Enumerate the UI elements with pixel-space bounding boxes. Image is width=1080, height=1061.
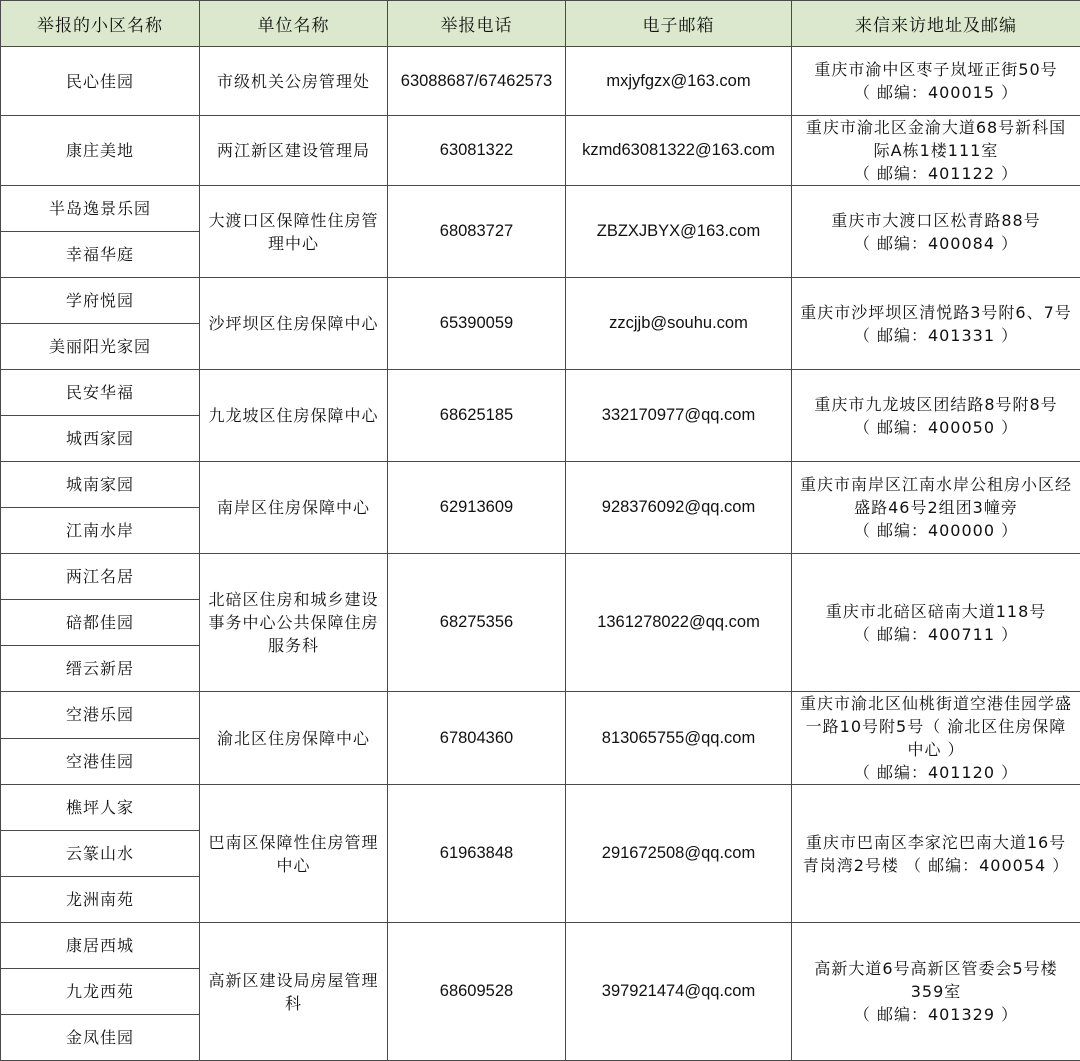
address-line: 重庆市渝北区仙桃街道空港佳园学盛一路10号附5号（ 渝北区住房保障中心 ）: [798, 692, 1074, 761]
report-phone-cell: 67804360: [388, 692, 566, 785]
community-name-cell: 康居西城: [1, 923, 200, 969]
address-line: （ 邮编：401331 ）: [798, 324, 1074, 347]
unit-name-cell: 北碚区住房和城乡建设事务中心公共保障住房服务科: [200, 554, 388, 692]
community-name-cell: 学府悦园: [1, 278, 200, 324]
header-phone: 举报电话: [388, 1, 566, 47]
table-row: [1, 370, 1080, 416]
report-phone-cell: 68625185: [388, 370, 566, 462]
address-cell: [792, 278, 1080, 370]
unit-name-cell: 大渡口区保障性住房管理中心: [200, 186, 388, 278]
community-name-cell: 两江名居: [1, 554, 200, 600]
unit-name-cell: 市级机关公房管理处: [200, 47, 388, 116]
community-name-cell: 九龙西苑: [1, 969, 200, 1015]
unit-name-cell: 南岸区住房保障中心: [200, 462, 388, 554]
table-row: [1, 116, 1080, 186]
address-line: 重庆市南岸区江南水岸公租房小区经盛路46号2组团3幢旁: [798, 473, 1074, 519]
email-cell: 332170977@qq.com: [566, 370, 792, 462]
email-cell: zzcjjb@souhu.com: [566, 278, 792, 370]
report-phone-cell: 63088687/67462573: [388, 47, 566, 116]
email-cell: 291672508@qq.com: [566, 785, 792, 923]
report-phone-cell: 62913609: [388, 462, 566, 554]
unit-name-cell: 巴南区保障性住房管理中心: [200, 785, 388, 923]
unit-name-cell: 高新区建设局房屋管理科: [200, 923, 388, 1061]
address-line: （ 邮编：400050 ）: [798, 416, 1074, 439]
email-cell: kzmd63081322@163.com: [566, 116, 792, 186]
community-name-cell: 缙云新居: [1, 646, 200, 692]
community-name-cell: 幸福华庭: [1, 232, 200, 278]
header-address: 来信来访地址及邮编: [792, 1, 1080, 47]
email-cell: 928376092@qq.com: [566, 462, 792, 554]
community-name-cell: 民安华福: [1, 370, 200, 416]
address-cell: [792, 462, 1080, 554]
header-unit: 单位名称: [200, 1, 388, 47]
table-row: [1, 462, 1080, 508]
address-line: 重庆市北碚区碚南大道118号: [798, 600, 1074, 623]
community-name-cell: 碚都佳园: [1, 600, 200, 646]
report-phone-cell: 68083727: [388, 186, 566, 278]
community-name-cell: 康庄美地: [1, 116, 200, 186]
address-line: （ 邮编：400084 ）: [798, 232, 1074, 255]
community-name-cell: 云篆山水: [1, 831, 200, 877]
community-name-cell: 金凤佳园: [1, 1015, 200, 1061]
address-cell: [792, 116, 1080, 186]
address-line: 重庆市沙坪坝区清悦路3号附6、7号: [798, 301, 1074, 324]
address-line: （ 邮编：401120 ）: [798, 761, 1074, 784]
email-cell: ZBZXJBYX@163.com: [566, 186, 792, 278]
unit-name-cell: 九龙坡区住房保障中心: [200, 370, 388, 462]
unit-name-cell: 沙坪坝区住房保障中心: [200, 278, 388, 370]
report-phone-cell: 68275356: [388, 554, 566, 692]
address-line: （ 邮编：400000 ）: [798, 519, 1074, 542]
address-cell: [792, 370, 1080, 462]
community-name-cell: 龙洲南苑: [1, 877, 200, 923]
address-line: （ 邮编：401329 ）: [798, 1003, 1074, 1026]
community-name-cell: 美丽阳光家园: [1, 324, 200, 370]
table-row: [1, 554, 1080, 600]
email-cell: mxjyfgzx@163.com: [566, 47, 792, 116]
address-line: （ 邮编：401122 ）: [798, 162, 1074, 185]
address-cell: [792, 923, 1080, 1061]
address-line: （ 邮编：400711 ）: [798, 623, 1074, 646]
address-line: 重庆市巴南区李家沱巴南大道16号青岗湾2号楼 （ 邮编：400054 ）: [798, 831, 1074, 877]
community-name-cell: 民心佳园: [1, 47, 200, 116]
unit-name-cell: 两江新区建设管理局: [200, 116, 388, 186]
email-cell: 1361278022@qq.com: [566, 554, 792, 692]
community-name-cell: 樵坪人家: [1, 785, 200, 831]
address-cell: [792, 47, 1080, 116]
report-phone-cell: 68609528: [388, 923, 566, 1061]
header-community: 举报的小区名称: [1, 1, 200, 47]
email-cell: 397921474@qq.com: [566, 923, 792, 1061]
table-row: [1, 923, 1080, 969]
address-cell: [792, 554, 1080, 692]
community-name-cell: 半岛逸景乐园: [1, 186, 200, 232]
community-name-cell: 空港佳园: [1, 738, 200, 785]
community-name-cell: 空港乐园: [1, 692, 200, 739]
address-line: 重庆市九龙坡区团结路8号附8号: [798, 393, 1074, 416]
address-line: 高新大道6号高新区管委会5号楼359室: [798, 957, 1074, 1003]
table-row: [1, 186, 1080, 232]
report-phone-cell: 61963848: [388, 785, 566, 923]
address-cell: [792, 186, 1080, 278]
unit-name-cell: 渝北区住房保障中心: [200, 692, 388, 785]
address-line: 重庆市大渡口区松青路88号: [798, 209, 1074, 232]
table-header-row: [1, 1, 1080, 47]
community-name-cell: 城西家园: [1, 416, 200, 462]
table-row: [1, 692, 1080, 739]
report-phone-cell: 63081322: [388, 116, 566, 186]
report-phone-cell: 65390059: [388, 278, 566, 370]
header-email: 电子邮箱: [566, 1, 792, 47]
address-line: 重庆市渝北区金渝大道68号新科国际A栋1楼111室: [798, 116, 1074, 162]
email-cell: 813065755@qq.com: [566, 692, 792, 785]
address-cell: [792, 692, 1080, 785]
community-name-cell: 城南家园: [1, 462, 200, 508]
table-row: [1, 278, 1080, 324]
table-row: [1, 47, 1080, 116]
address-line: 重庆市渝中区枣子岚垭正街50号: [798, 58, 1074, 81]
table-row: [1, 785, 1080, 831]
address-line: （ 邮编：400015 ）: [798, 81, 1074, 104]
address-cell: [792, 785, 1080, 923]
community-name-cell: 江南水岸: [1, 508, 200, 554]
